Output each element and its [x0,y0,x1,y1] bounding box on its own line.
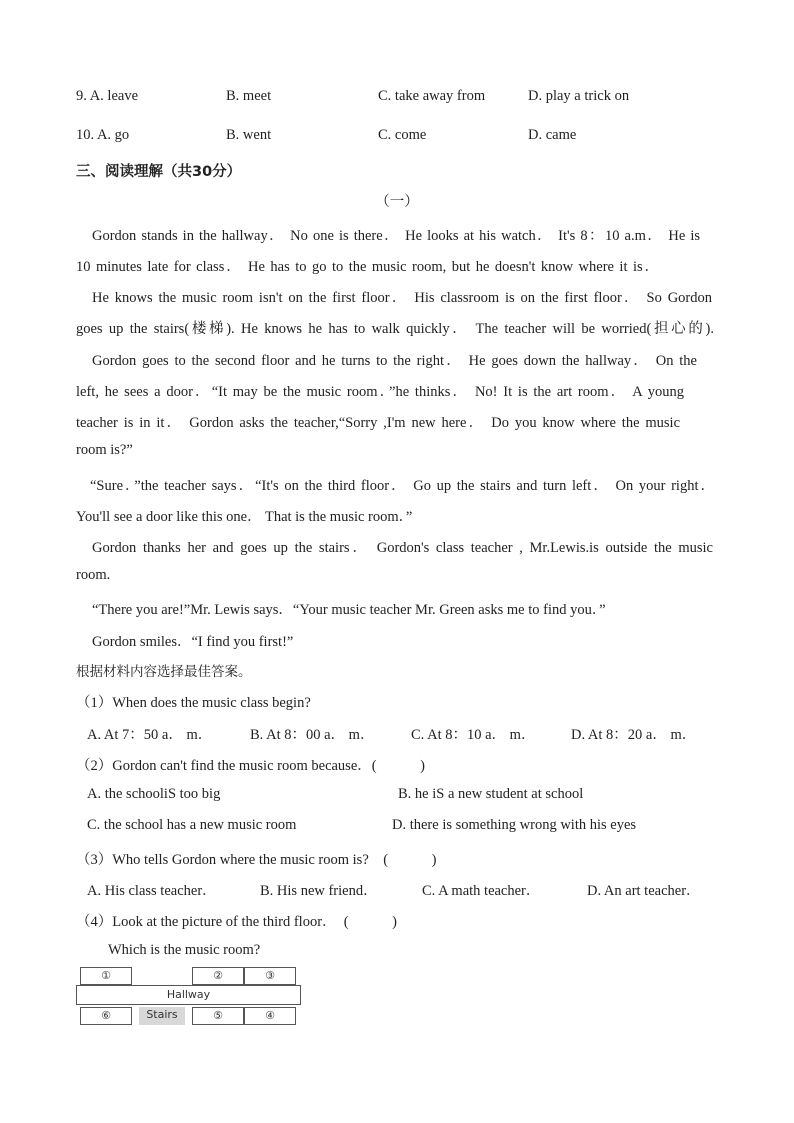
passage-line: left, he sees a door．“It may be the music room．”he thinks． No! It is the art room． A young [76,384,684,400]
room-6[interactable]: ⑥ [80,1007,132,1025]
question-4-sub: Which is the music room? [108,942,261,958]
q3-option-d[interactable]: D. An art teacher． [587,883,701,899]
passage-line: “Sure．”the teacher says．“It's on the third floor． Go up the stairs and turn left． On your right． [90,478,715,494]
q1-option-c[interactable]: C. At 8：10 a． m． [411,727,536,743]
passage-number: （一） [375,194,419,210]
q2-option-b[interactable]: B. he iS a new student at school [398,786,584,802]
passage-line: Gordon smiles．“I find you first!” [92,634,294,650]
q2-option-d[interactable]: D. there is something wrong with his eyes [392,817,637,833]
question-3-stem: （3）Who tells Gordon where the music room is? ( ) [76,852,437,868]
passage-line: room. [76,567,111,583]
q10-option-b[interactable]: B. went [226,127,272,143]
q9-option-c[interactable]: C. take away from [378,88,486,104]
q1-option-a[interactable]: A. At 7：50 a． m． [87,727,213,743]
question-10-options [76,127,736,147]
q10-option-c[interactable]: C. come [378,127,427,143]
third-floor-map [76,965,306,1027]
q9-option-b[interactable]: B. meet [226,88,272,104]
passage-line: 10 minutes late for class． He has to go to the music room, but he doesn't know where it is． [76,259,659,275]
question-1-stem: （1）When does the music class begin? [76,695,311,711]
q9-option-a[interactable]: 9. A. leave [76,88,139,104]
section-heading: 三、阅读理解（共30分） [76,164,242,180]
question-4-stem: （4）Look at the picture of the third floor． ( ) [76,914,397,930]
q3-option-a[interactable]: A. His class teacher． [87,883,217,899]
passage-line: goes up the stairs(楼梯). He knows he has to walk quickly． The teacher will be worried(担心的). [76,321,714,337]
room-2[interactable]: ② [192,967,244,985]
instruction: 根据材料内容选择最佳答案。 [76,664,252,680]
stairs: Stairs [139,1007,185,1025]
room-3[interactable]: ③ [244,967,296,985]
question-9-options [76,88,736,108]
passage-line: You'll see a door like this one． That is the music room．” [76,509,413,525]
q9-option-d[interactable]: D. play a trick on [528,88,630,104]
passage-line: teacher is in it． Gordon asks the teacher,“Sorry ,I'm new here． Do you know where the music [76,415,680,431]
q1-option-d[interactable]: D. At 8：20 a． m． [571,727,697,743]
passage-line: Gordon stands in the hallway． No one is there． He looks at his watch． It's 8：10 a.m． He is [92,228,700,244]
room-5[interactable]: ⑤ [192,1007,244,1025]
room-4[interactable]: ④ [244,1007,296,1025]
hallway: Hallway [76,985,301,1005]
passage-line: Gordon goes to the second floor and he turns to the right． He goes down the hallway． On the [92,353,697,369]
q10-option-d[interactable]: D. came [528,127,577,143]
passage-line: room is?” [76,442,133,458]
q10-option-a[interactable]: 10. A. go [76,127,130,143]
question-2-stem: （2）Gordon can't find the music room because．( ) [76,758,425,774]
passage-line: He knows the music room isn't on the first floor． His classroom is on the first floor． So Gordon [92,290,712,306]
q1-option-b[interactable]: B. At 8：00 a． m． [250,727,375,743]
room-1[interactable]: ① [80,967,132,985]
q3-option-c[interactable]: C. A math teacher． [422,883,541,899]
passage-line: “There you are!”Mr. Lewis says．“Your music teacher Mr. Green asks me to find you．” [92,602,606,618]
q3-option-b[interactable]: B. His new friend． [260,883,378,899]
passage-line: Gordon thanks her and goes up the stairs． Gordon's class teacher , Mr.Lewis.is outside the music [92,540,713,556]
q2-option-c[interactable]: C. the school has a new music room [87,817,297,833]
q2-option-a[interactable]: A. the schooliS too big [87,786,221,802]
